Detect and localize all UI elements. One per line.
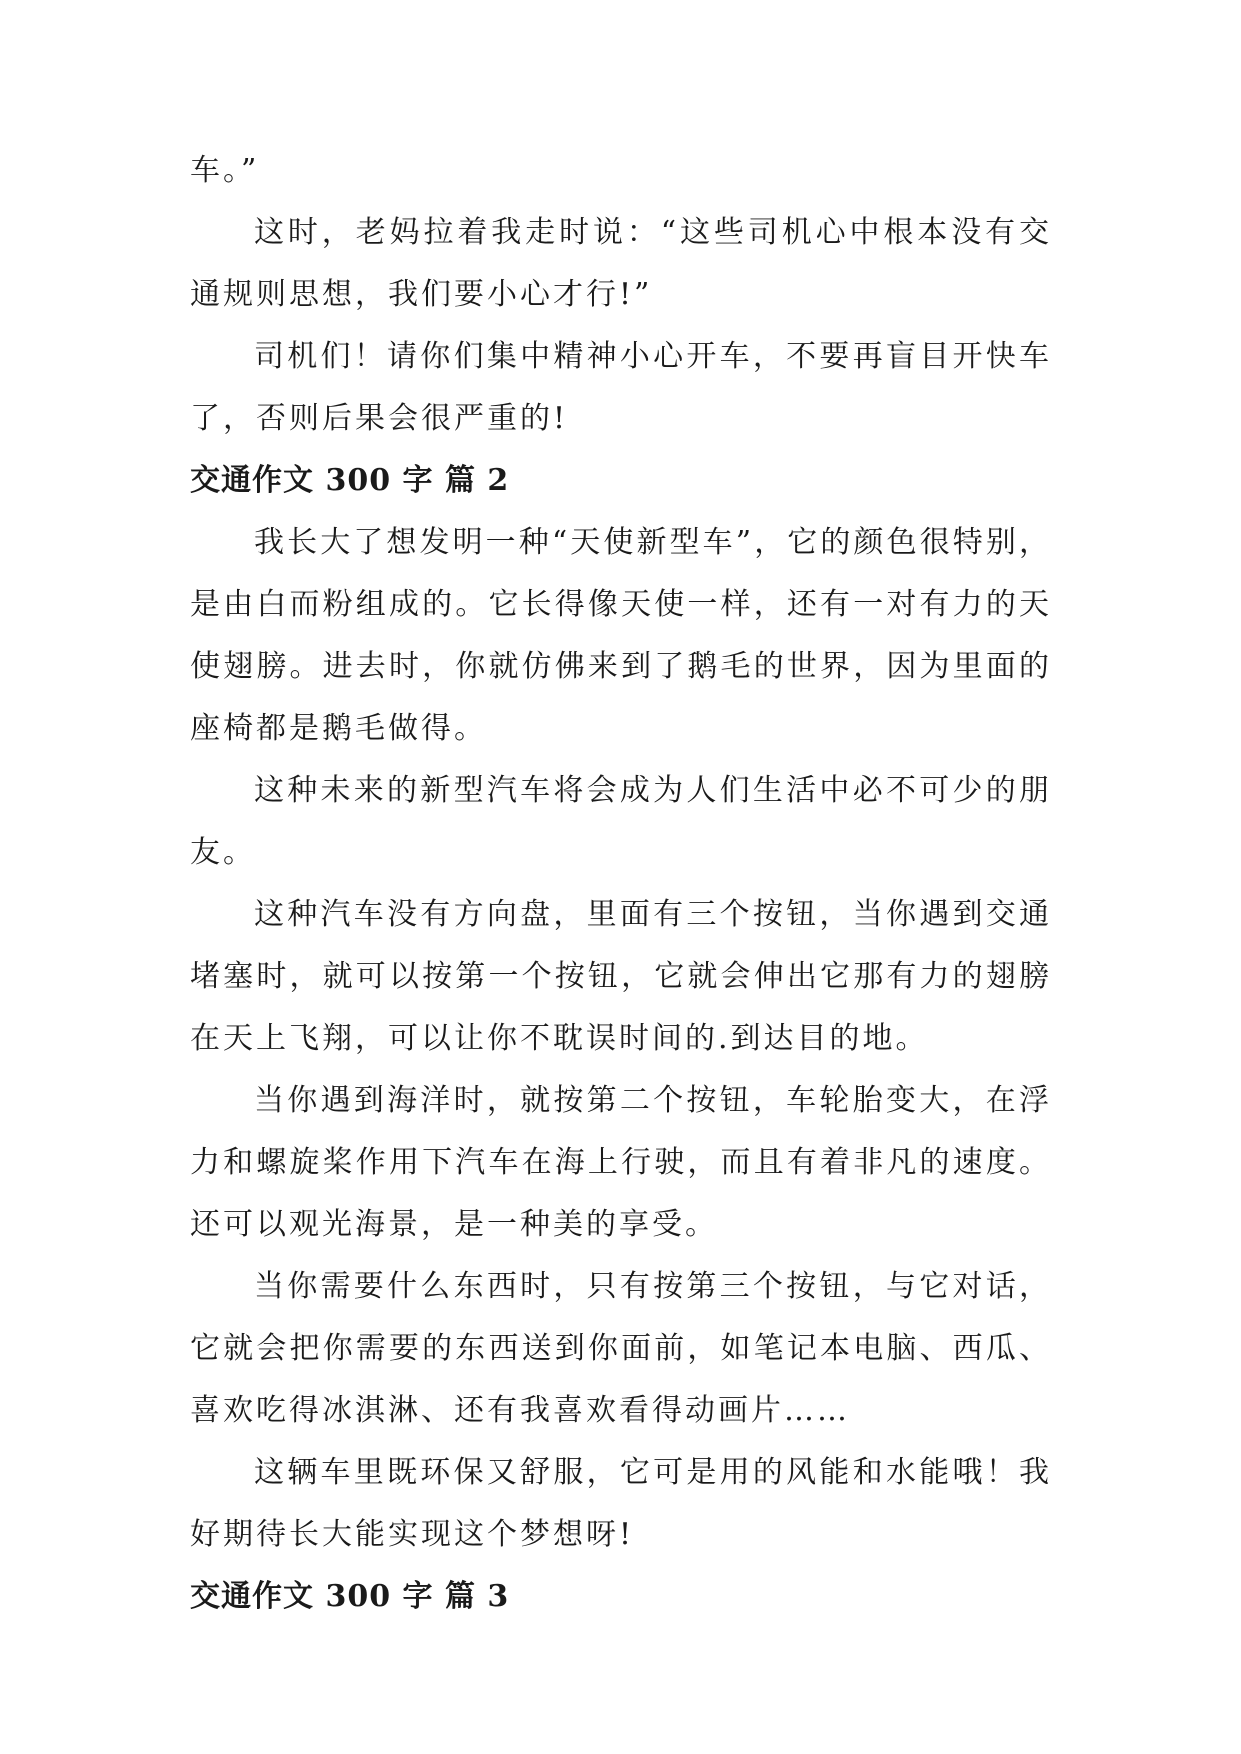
paragraph: 这种汽车没有方向盘，里面有三个按钮，当你遇到交通堵塞时，就可以按第一个按钮，它就会伸出它那有力的翅膀在天上飞翔，可以让你不耽误时间的.到达目的地。 bbox=[190, 897, 1052, 1056]
paragraph: 这种未来的新型汽车将会成为人们生活中必不可少的朋友。 bbox=[190, 773, 1052, 870]
document-body bbox=[190, 140, 1052, 1628]
paragraph: 司机们！请你们集中精神小心开车，不要再盲目开快车了，否则后果会很严重的! bbox=[190, 339, 1052, 436]
paragraph: 这辆车里既环保又舒服，它可是用的风能和水能哦！我好期待长大能实现这个梦想呀! bbox=[190, 1455, 1052, 1552]
paragraph: 我长大了想发明一种“天使新型车”，它的颜色很特别，是由白而粉组成的。它长得像天使一样，还有一对有力的天使翅膀。进去时，你就仿佛来到了鹅毛的世界，因为里面的座椅都是鹅毛做得。 bbox=[190, 525, 1052, 746]
section-heading-3: 交通作文 300 字 篇 3 bbox=[190, 1579, 510, 1614]
continuation-text: 车。” bbox=[190, 153, 260, 188]
paragraph: 这时，老妈拉着我走时说：“这些司机心中根本没有交通规则思想，我们要小心才行!” bbox=[190, 215, 1052, 312]
paragraph: 当你遇到海洋时，就按第二个按钮，车轮胎变大，在浮力和螺旋桨作用下汽车在海上行驶，而且有着非凡的速度。还可以观光海景，是一种美的享受。 bbox=[190, 1083, 1052, 1242]
paragraph: 当你需要什么东西时，只有按第三个按钮，与它对话，它就会把你需要的东西送到你面前，如笔记本电脑、西瓜、喜欢吃得冰淇淋、还有我喜欢看得动画片…… bbox=[190, 1269, 1052, 1428]
section-heading-2: 交通作文 300 字 篇 2 bbox=[190, 463, 510, 498]
